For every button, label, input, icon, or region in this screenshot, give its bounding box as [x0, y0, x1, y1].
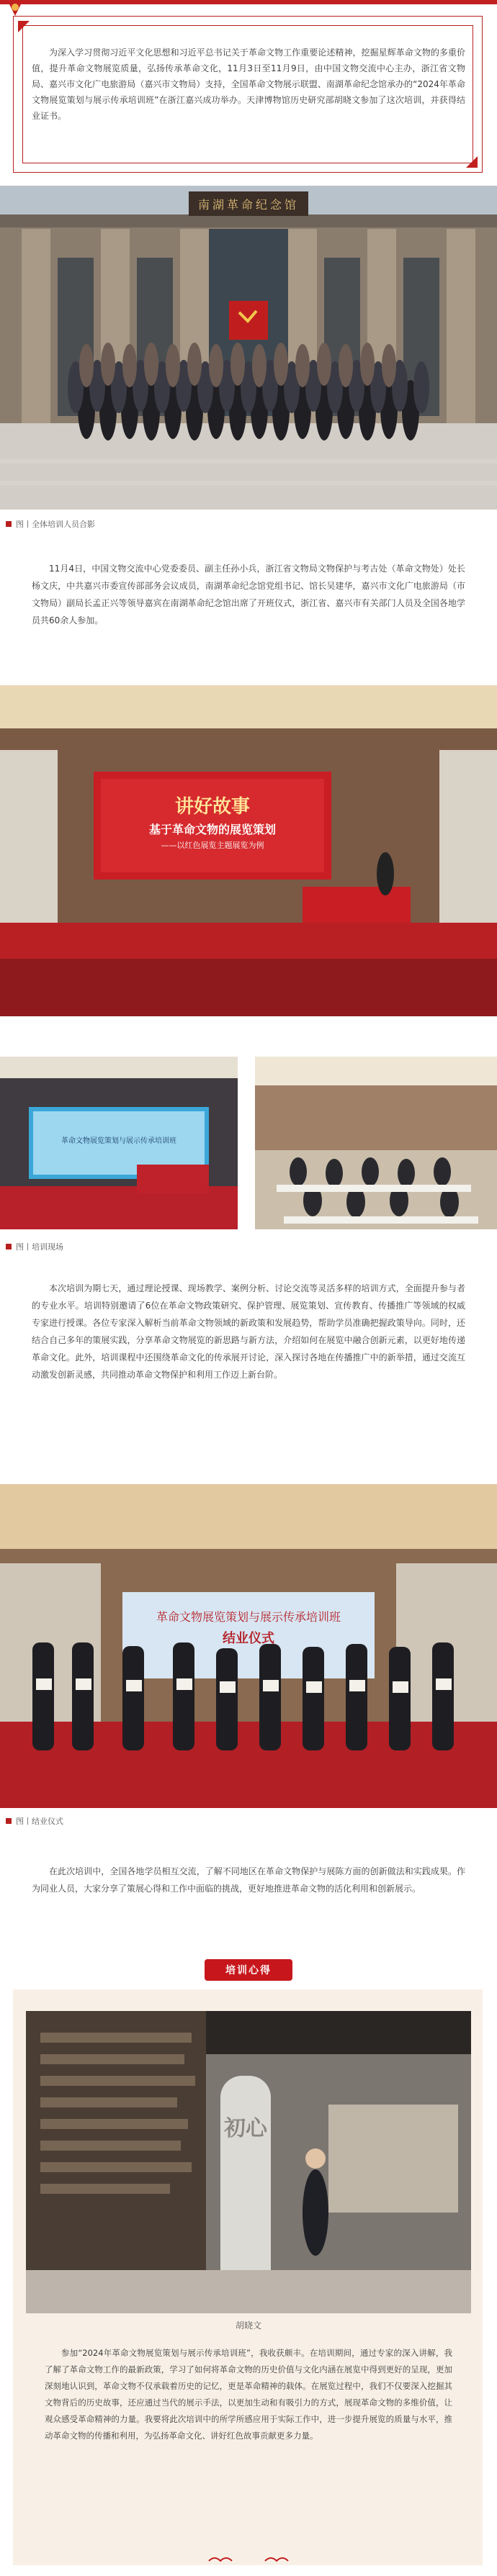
closing-ceremony-photo	[0, 1484, 497, 1808]
closing-paragraph: 在此次培训中，全国各地学员相互交流，了解不同地区在革命文物保护与展陈方面的创新做法和实践成果。作为同业人员，大家分享了策展心得和工作中面临的挑战，更好地推进革命文物的活化利用和创新展示。	[32, 1866, 465, 1894]
opening-paragraph: 11月4日，中国文物交流中心党委委员、副主任孙小兵，浙江省文物局文物保护与考古处（革命文物处）处长杨文庆，中共嘉兴市委宣传部部务会议成员，南湖革命纪念馆党组书记、馆长吴建华，嘉兴市文化广电旅游局（市文物局）副局长孟正兴等领导嘉宾在南湖革命纪念馆出席了开班仪式，浙江省、嘉兴市有关部门人员及全国各地学员共60余人参加。	[32, 564, 465, 625]
group-photo	[0, 186, 497, 510]
reflection-paragraph: 参加“2024年革命文物展览策划与展示传承培训班”，我收获颇丰。在培训期间，通过专家的深入讲解，我了解了革命文物工作的最新政策，学习了如何将革命文物的历史价值与文化内涵在展览中得到更好的呈现，更加深刻地认识到，革命文物不仅承载着历史的记忆，更是革命精神的载体。在展览过程中，我们不仅要深入挖掘其文物背后的历史故事，还应通过当代的展示手法，以更加生动和有吸引力的方式，展现革命文物的多维价值，让观众感受革命精神的力量。我要将此次培训中的所学所感应用于实际工作中，进一步提升展览的质量与水平，推动革命文物的传播和利用，为弘扬革命文化、讲好红色故事贡献更多力量。	[45, 2348, 452, 2441]
caption-training	[6, 1241, 63, 1252]
section-title-badge	[205, 1959, 292, 1981]
banner-note: ——以红色展览主题展览为例	[161, 841, 264, 850]
small-banner-text: 革命文物展览策划与展示传承培训班	[61, 1137, 176, 1145]
caption-text: 图丨全体培训人员合影	[16, 520, 95, 529]
wall-sculpture-text: 初心	[224, 2116, 267, 2141]
building-sign: 南湖革命纪念馆	[197, 198, 299, 212]
caption-marker-icon	[6, 521, 12, 527]
lecture-photo	[0, 685, 497, 1016]
screen-subtitle: 结业仪式	[223, 1631, 274, 1646]
caption-closing	[6, 1815, 63, 1827]
banner-title: 讲好故事	[174, 796, 250, 818]
caption-text: 图丨结业仪式	[16, 1817, 63, 1826]
screen-title: 革命文物展览策划与展示传承培训班	[156, 1610, 341, 1624]
museum-photo	[26, 2011, 471, 2313]
intro-paragraph: 为深入学习贯彻习近平文化思想和习近平总书记关于革命文物工作重要论述精神，挖掘星辉革命文物的多重价值，提升革命文物展览质量，弘扬传承革命文化，11月3日至11月9日，由中国文物交流中心主办，浙江省文物局、嘉兴市文化广电旅游局（嘉兴市文物局）支持，全国革命文物展示联盟、南湖革命纪念馆承办的“2024年革命文物展览策划与展示传承培训班”在浙江嘉兴成功举办。天津博物馆历史研究部胡晓文参加了这次培训，并获得结业证书。	[32, 48, 465, 121]
footer-decoration	[180, 2554, 317, 2568]
bird-ornament-icon	[180, 2554, 317, 2568]
caption-marker-icon	[6, 1818, 12, 1824]
caption-marker-icon	[6, 1244, 12, 1249]
section-title-text: 培训心得	[225, 1965, 272, 1976]
photo-caption-name: 胡晓文	[235, 2320, 261, 2331]
classroom-audience-photo	[255, 1057, 497, 1229]
classroom-stage-photo	[0, 1057, 238, 1229]
caption-text: 图丨培训现场	[16, 1242, 63, 1252]
banner-subtitle: 基于革命文物的展览策划	[148, 823, 276, 836]
caption-group-photo	[6, 518, 95, 530]
training-paragraph: 本次培训为期七天，通过理论授课、现场教学、案例分析、讨论交流等灵活多样的培训方式，全面提升参与者的专业水平。培训特别邀请了6位在革命文物政策研究、保护管理、展览策划、宣传教育、传播推广等领域的权威专家进行授课。各位专家深入解析当前革命文物领域的新政策和发展趋势，帮助学员准确把握政策导向。同时，还结合自己多年的策展实践，分享革命文物展览的新思路与新方法，介绍如何在展览中融合创新元素，以更好地传递革命文化。此外，培训课程中还围绕革命文化的传承展开讨论，深入探讨各地在传播推广中的新举措，通过交流互动激发创新灵感，共同推动革命文物保护和利用工作迈上新台阶。	[32, 1283, 465, 1380]
